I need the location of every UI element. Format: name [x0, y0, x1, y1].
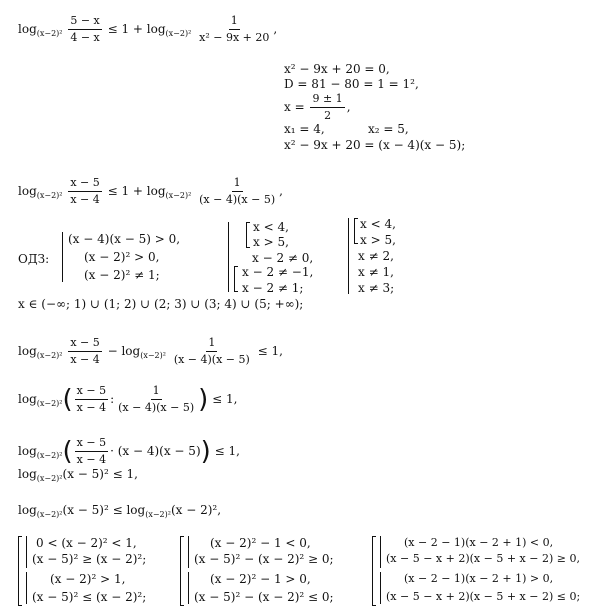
s3-line: (x − 2 − 1)(x − 2 + 1) < 0, [404, 536, 554, 549]
s1-line: 0 < (x − 2)² < 1, [36, 536, 137, 550]
system-brace [228, 222, 229, 292]
domain-line: x ∈ (−∞; 1) ∪ (1; 2) ∪ (2; 3) ∪ (3; 4) ∪ (5; +∞); [18, 297, 304, 311]
odz3-line: x ≠ 3; [358, 281, 395, 295]
quad-line-2: D = 81 − 80 = 1 = 1², [284, 77, 419, 91]
fraction: $\frac{x - 5}{x - 4}$ [76, 384, 107, 414]
equation-line-1: $\log_{(x-2)^2}$ $\frac{5 - x}{4 - x}$ ≤ $1 + \log_{(x-2)^2}$ $\frac{1}{\text{x² − 9x + 20}}$ , [18, 14, 278, 44]
system-brace [380, 572, 381, 604]
union-bracket [18, 536, 22, 606]
equation-line-2: $\log_{(x-2)^2}$ $\frac{x - 5}{x - 4}$ ≤ $1 + \log_{(x-2)^2}$ $\frac{1}{(x - 4)(x - 5)}$ , [18, 176, 283, 206]
system-brace [188, 536, 189, 568]
log-base: (x−2)² [36, 29, 63, 38]
s2-line: (x − 2)² − 1 > 0, [210, 572, 311, 586]
odz3-line: x > 5, [360, 233, 396, 247]
s2-line: (x − 2)² − 1 < 0, [210, 536, 311, 550]
s3-line: (x − 5 − x + 2)(x − 5 + x − 2) ≥ 0, [386, 552, 580, 565]
equation-line-5: $\log_{(x-2)^2}$( $\frac{x - 5}{x - 4}$ · (x − 4)(x − 5)) ≤ 1, [18, 436, 240, 467]
odz1-line: (x − 4)(x − 5) > 0, [68, 232, 181, 246]
s1-line: (x − 2)² > 1, [50, 572, 126, 586]
quad-line-3: x = $\frac{9 \pm 1}{2}$ , [284, 92, 351, 122]
fraction: $\frac{1}{(x - 4)(x - 5)}$ [118, 384, 195, 414]
fraction: $\frac{1}{(x - 4)(x - 5)}$ [199, 176, 276, 206]
system-brace [188, 572, 189, 604]
union-bracket [354, 218, 358, 244]
odz3-line: x ≠ 1, [358, 265, 394, 279]
equation-line-7: $\log_{(x-2)^2}(x - 5)^2 \le \log_{(x-2)^2}(x - 2)^2$, [18, 503, 222, 519]
union-bracket [234, 266, 238, 292]
odz1-line: (x − 2)² ≠ 1; [84, 268, 160, 282]
odz2-line: x > 5, [253, 235, 289, 249]
quad-line-1: x² − 9x + 20 = 0, [284, 62, 390, 76]
odz-label: ОДЗ: [18, 252, 50, 266]
fraction: $\frac{x - 5}{x - 4}$ [70, 176, 100, 206]
odz3-line: x ≠ 2, [358, 249, 394, 263]
s3-line: (x − 5 − x + 2)(x − 5 + x − 2) ≤ 0; [386, 590, 581, 603]
odz2-line: x − 2 ≠ 1; [242, 281, 304, 295]
s3-line: (x − 2 − 1)(x − 2 + 1) > 0, [404, 572, 554, 585]
fraction: $\frac{9 \pm 1}{2}$ [312, 92, 343, 122]
fraction: $\frac{1}{(x - 4)(x - 5)}$ [173, 336, 250, 366]
s2-line: (x − 5)² − (x − 2)² ≥ 0; [194, 552, 334, 566]
quad-line-4b: x₂ = 5, [368, 122, 409, 136]
fraction: $\frac{5 - x}{4 - x}$ [70, 14, 100, 44]
system-brace [26, 572, 27, 604]
union-bracket [246, 222, 250, 248]
odz2-line: x < 4, [253, 220, 289, 234]
s1-line: (x − 5)² ≤ (x − 2)²; [32, 590, 147, 604]
fraction: $\frac{x - 5}{x - 4}$ [70, 336, 100, 366]
system-brace [380, 536, 381, 568]
log-text: log [18, 22, 37, 36]
odz2-line: x − 2 ≠ −1, [242, 265, 314, 279]
fraction: $\frac{x - 5}{x - 4}$ [76, 436, 107, 466]
fraction: $\frac{1}{\text{x² − 9x + 20}}$ [199, 14, 270, 44]
s2-line: (x − 5)² − (x − 2)² ≤ 0; [194, 590, 334, 604]
quad-line-5: x² − 9x + 20 = (x − 4)(x − 5); [284, 138, 466, 152]
s1-line: (x − 5)² ≥ (x − 2)²; [32, 552, 147, 566]
odz2-line: x − 2 ≠ 0, [252, 251, 314, 265]
equation-line-3: $\log_{(x-2)^2}$ $\frac{x - 5}{x - 4}$ − $\log_{(x-2)^2}$ $\frac{1}{(x - 4)(x - 5)}$ ≤ 1, [18, 336, 283, 366]
system-brace [62, 232, 63, 282]
equation-line-6: $\log_{(x-2)^2}(x - 5)^2 \le 1$, [18, 467, 138, 483]
system-brace [348, 218, 349, 294]
union-bracket [372, 536, 376, 606]
system-brace [26, 536, 27, 568]
union-bracket [180, 536, 184, 606]
odz3-line: x < 4, [360, 217, 396, 231]
quad-line-4a: x₁ = 4, [284, 122, 325, 136]
odz1-line: (x − 2)² > 0, [84, 250, 160, 264]
equation-line-4: $\log_{(x-2)^2}$( $\frac{x - 5}{x - 4}$ : $\frac{1}{(x - 4)(x - 5)}$ ) ≤ 1, [18, 384, 238, 415]
